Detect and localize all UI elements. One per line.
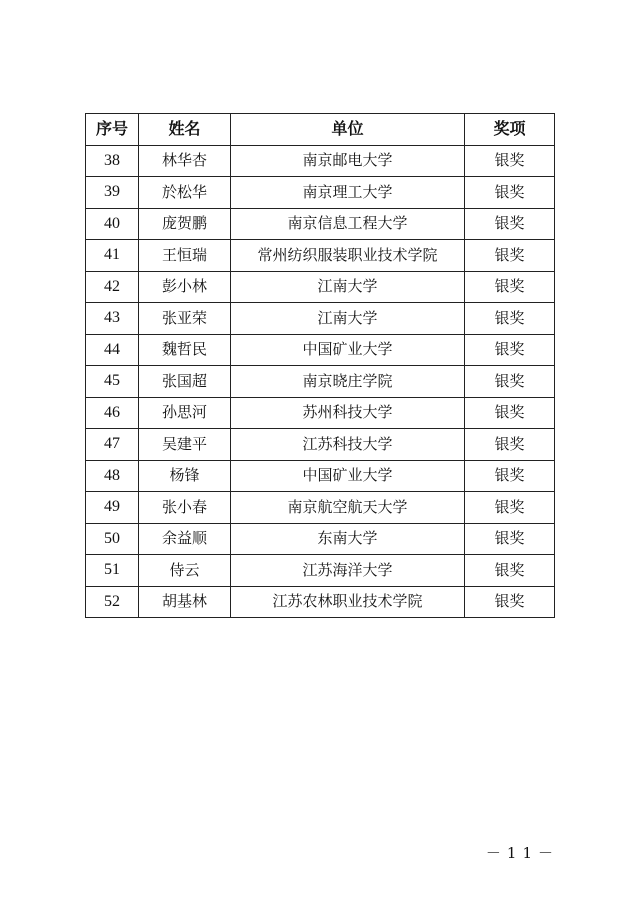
cell-no: 38 — [86, 145, 139, 177]
cell-award: 银奖 — [465, 555, 555, 587]
table-row — [86, 334, 555, 366]
cell-no: 52 — [86, 586, 139, 618]
table-row — [86, 145, 555, 177]
cell-no: 46 — [86, 397, 139, 429]
table-row — [86, 429, 555, 461]
cell-no: 39 — [86, 177, 139, 209]
cell-no: 49 — [86, 492, 139, 524]
cell-award: 银奖 — [465, 366, 555, 398]
table-row — [86, 586, 555, 618]
cell-unit: 江南大学 — [231, 303, 465, 335]
table-row — [86, 240, 555, 272]
cell-award: 银奖 — [465, 586, 555, 618]
table-row — [86, 366, 555, 398]
cell-unit: 南京航空航天大学 — [231, 492, 465, 524]
table-row — [86, 303, 555, 335]
cell-unit: 中国矿业大学 — [231, 334, 465, 366]
cell-unit: 江苏科技大学 — [231, 429, 465, 461]
cell-name: 魏哲民 — [139, 334, 231, 366]
cell-name: 胡基林 — [139, 586, 231, 618]
cell-name: 孙思河 — [139, 397, 231, 429]
cell-award: 银奖 — [465, 208, 555, 240]
cell-unit: 常州纺织服装职业技术学院 — [231, 240, 465, 272]
table-row — [86, 208, 555, 240]
table-body — [86, 145, 555, 618]
cell-award: 银奖 — [465, 492, 555, 524]
cell-name: 吴建平 — [139, 429, 231, 461]
cell-award: 银奖 — [465, 177, 555, 209]
page-number: －11－ — [485, 844, 559, 862]
cell-award: 银奖 — [465, 334, 555, 366]
header-row — [86, 114, 555, 146]
cell-unit: 东南大学 — [231, 523, 465, 555]
table-row — [86, 271, 555, 303]
header-no: 序号 — [86, 114, 139, 146]
cell-no: 51 — [86, 555, 139, 587]
cell-unit: 南京理工大学 — [231, 177, 465, 209]
cell-name: 余益顺 — [139, 523, 231, 555]
table-row — [86, 523, 555, 555]
header-award: 奖项 — [465, 114, 555, 146]
header-name: 姓名 — [139, 114, 231, 146]
cell-unit: 南京晓庄学院 — [231, 366, 465, 398]
cell-name: 张亚荣 — [139, 303, 231, 335]
cell-unit: 江苏农林职业技术学院 — [231, 586, 465, 618]
cell-name: 彭小林 — [139, 271, 231, 303]
cell-name: 於松华 — [139, 177, 231, 209]
cell-no: 50 — [86, 523, 139, 555]
cell-unit: 南京邮电大学 — [231, 145, 465, 177]
table-row — [86, 555, 555, 587]
cell-no: 44 — [86, 334, 139, 366]
table-row — [86, 397, 555, 429]
table-row — [86, 492, 555, 524]
cell-unit: 中国矿业大学 — [231, 460, 465, 492]
cell-award: 银奖 — [465, 397, 555, 429]
award-table — [85, 113, 555, 618]
cell-unit: 苏州科技大学 — [231, 397, 465, 429]
cell-no: 45 — [86, 366, 139, 398]
cell-name: 王恒瑞 — [139, 240, 231, 272]
cell-award: 银奖 — [465, 460, 555, 492]
cell-name: 杨锋 — [139, 460, 231, 492]
cell-name: 林华杏 — [139, 145, 231, 177]
table-header — [86, 114, 555, 146]
table-row — [86, 177, 555, 209]
cell-award: 银奖 — [465, 271, 555, 303]
cell-award: 银奖 — [465, 429, 555, 461]
cell-no: 41 — [86, 240, 139, 272]
cell-award: 银奖 — [465, 303, 555, 335]
cell-no: 40 — [86, 208, 139, 240]
cell-no: 42 — [86, 271, 139, 303]
cell-award: 银奖 — [465, 240, 555, 272]
cell-name: 张小春 — [139, 492, 231, 524]
cell-no: 47 — [86, 429, 139, 461]
cell-award: 银奖 — [465, 523, 555, 555]
table-row — [86, 460, 555, 492]
cell-no: 48 — [86, 460, 139, 492]
cell-unit: 江苏海洋大学 — [231, 555, 465, 587]
cell-name: 庞贺鹏 — [139, 208, 231, 240]
cell-name: 张国超 — [139, 366, 231, 398]
cell-name: 侍云 — [139, 555, 231, 587]
header-unit: 单位 — [231, 114, 465, 146]
cell-unit: 江南大学 — [231, 271, 465, 303]
cell-award: 银奖 — [465, 145, 555, 177]
cell-unit: 南京信息工程大学 — [231, 208, 465, 240]
cell-no: 43 — [86, 303, 139, 335]
